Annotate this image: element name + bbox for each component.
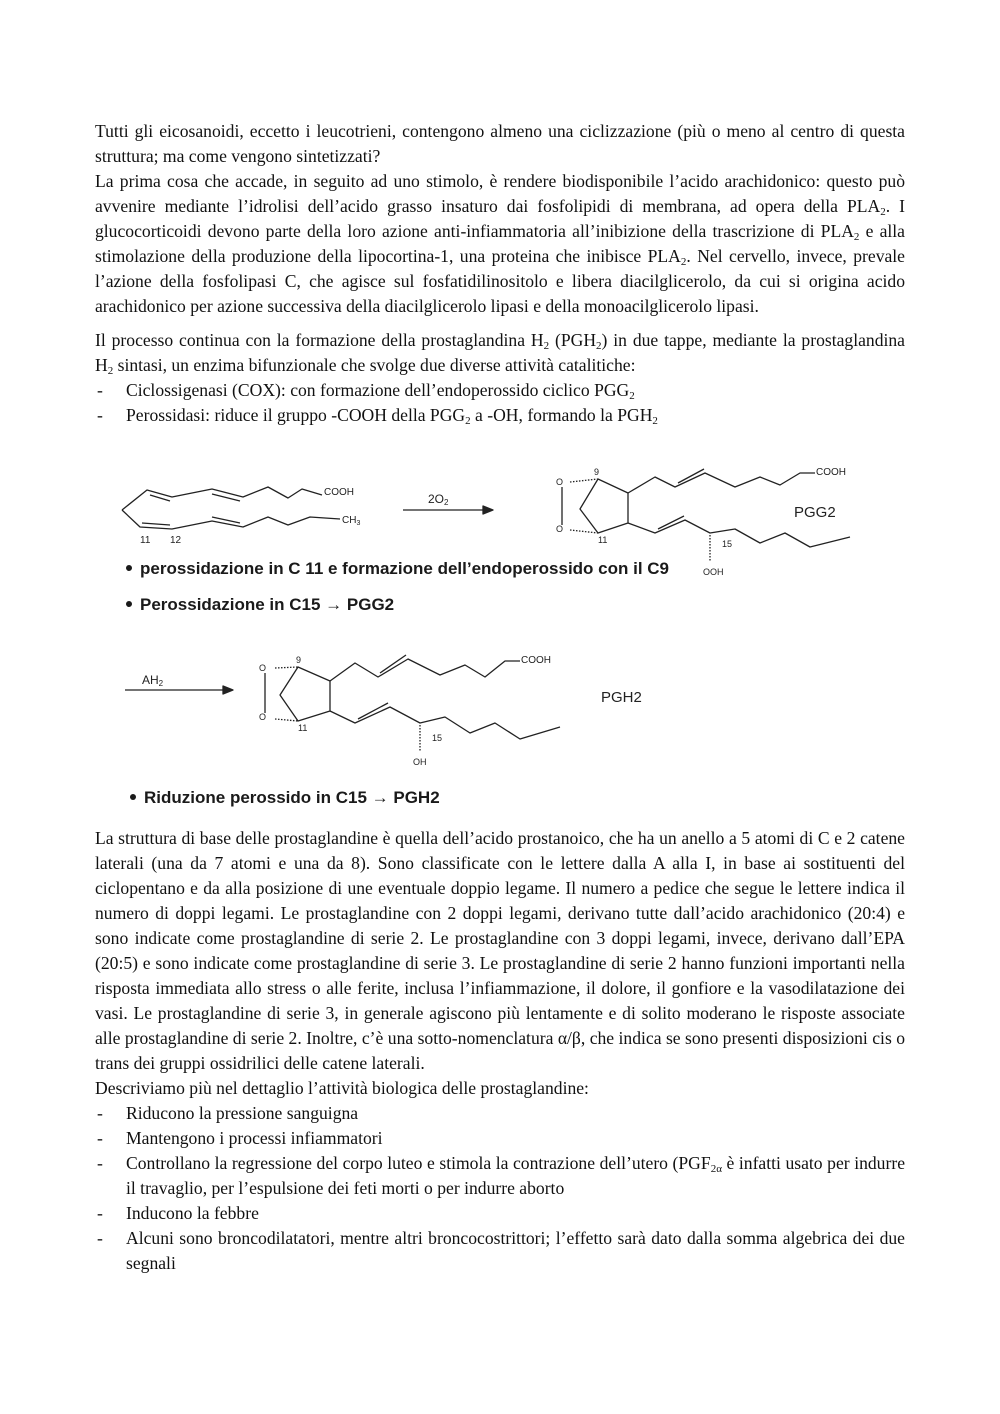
list-item: - Mantengono i processi infiammatori xyxy=(95,1126,905,1151)
prostaglandin-synthesis-figure xyxy=(0,455,1000,820)
pgg2-upper-chain xyxy=(628,473,815,493)
label-c9-pgg2: 9 xyxy=(594,467,600,477)
list-item: - Inducono la febbre xyxy=(95,1201,905,1226)
pgg2-lower-chain xyxy=(628,520,850,547)
label-c11: 11 xyxy=(140,535,151,546)
bullet-peroxidation-c15: Perossidazione in C15 → PGG2 xyxy=(126,595,394,615)
pgg2-ring xyxy=(580,479,628,533)
list-item: - Perossidasi: riduce il gruppo -COOH della $PGG_2$ a -OH, formando la $PGH_2$ xyxy=(95,403,905,428)
label-cooh-pgh2: COOH xyxy=(521,655,551,666)
list-item: - Alcuni sono broncodilatatori, mentre altri broncocostrittori; l’effetto sarà dato dalla somma algebrica dei due segnali xyxy=(95,1226,905,1276)
pgh2-name: PGH2 xyxy=(601,689,642,706)
paragraph-4: La struttura di base delle prostaglandine è quella dell’acido prostanoico, che ha un anello a 5 atomi di C e 2 catene laterali (una da 7 atomi e una da 8). Sono classificate con le lettere dalla A alla I, in base ai sostituenti del ciclopentano e da alla posizione di une eventuale doppio legame. Il numero a pedice che segue le lettere indica il numero di doppi legami. Le prostaglandine con 2 doppi legami, derivano tutte dall’acido arachidonico (20:4) e sono indicate come prostaglandine di serie 2. Le prostaglandine con 3 doppi legami, invece, derivano dall’EPA (20:5) e sono indicate come prostaglandine di serie 3. Le prostaglandine di serie 2 hanno funzioni importanti nella risposta immediata allo stress o alle ferite, inclusa l’infiammazione, il dolore, il gonfiore e la vasodilatazione dei vasi. Le prostaglandine di serie 3, in generale agiscono più lentamente e di solito moderano le risposte associate alle prostaglandine di serie 2. Inoltre, c’è una sotto-nomenclatura α/β, che indica se sono presenti disposizioni cis o trans dei gruppi ossidrilici delle catene laterali. xyxy=(95,828,905,1073)
bullet-peroxidation-c11: perossidazione in C 11 e formazione dell’endoperossido con il C9 xyxy=(126,559,669,579)
label-cooh-pgg2: COOH xyxy=(816,467,846,478)
label-o-top-pgh2: O xyxy=(259,663,267,673)
list-item: - Ciclossigenasi (COX): con formazione dell’endoperossido ciclico $PGG_2$ xyxy=(95,378,905,403)
arrow1-label: 2O2 xyxy=(428,492,449,507)
label-o-bottom-pgg2: O xyxy=(556,524,564,534)
label-c11-pgh2: 11 xyxy=(298,723,308,733)
biological-activity-list xyxy=(95,1101,905,1276)
paragraph-1: Tutti gli eicosanoidi, eccetto i leucotrieni, contengono almeno una ciclizzazione (più o meno al centro di questa struttura; ma come vengono sintetizzati? xyxy=(95,121,905,166)
paragraph-3: Il processo continua con la formazione della prostaglandina $H_2$ $(PGH_2)$ in due tappe, mediante la prostaglandina $H_2$ sintasi, un enzima bifunzionale che svolge due diverse attività catalitiche: xyxy=(95,330,905,377)
list-item: - Riducono la pressione sanguigna xyxy=(95,1101,905,1126)
arachidonic-acid-upper-chain xyxy=(122,487,322,510)
label-c15-pgh2: 15 xyxy=(432,733,443,743)
pgh2-lower-chain xyxy=(330,707,560,739)
body-text xyxy=(95,826,905,1276)
label-ch3: $CH_3$ xyxy=(342,515,361,527)
list-item: - Controllano la regressione del corpo luteo e stimola la contrazione dell’utero ($PGF_{2\alpha}$ è infatti usato per indurre il travaglio, per l’espulsione dei feti morti o per indurre aborto xyxy=(95,1151,905,1201)
label-o-bottom-pgh2: O xyxy=(259,712,267,722)
label-o-top-pgg2: O xyxy=(556,477,564,487)
double-bond-3 xyxy=(142,523,170,525)
bullet-dot xyxy=(130,794,136,800)
enzyme-activity-list xyxy=(95,378,905,428)
pgh2-ring xyxy=(280,667,330,721)
intro-text xyxy=(95,119,905,428)
label-c11-pgg2: 11 xyxy=(598,535,608,545)
label-c15-pgg2: 15 xyxy=(722,539,733,549)
pgg2-name: PGG2 xyxy=(794,504,836,521)
arachidonic-acid-lower-chain xyxy=(122,510,340,529)
reaction-scheme-svg xyxy=(0,455,1000,820)
paragraph-5: Descriviamo più nel dettaglio l’attività biologica delle prostaglandine: xyxy=(95,1078,589,1098)
arrow2-label: AH2 xyxy=(142,673,164,688)
label-c9-pgh2: 9 xyxy=(296,655,302,665)
bullet-dot xyxy=(126,601,132,607)
label-oh: OH xyxy=(413,757,427,767)
pgh2-upper-chain xyxy=(330,659,520,681)
label-ooh: OOH xyxy=(703,567,724,577)
label-c12: 12 xyxy=(170,535,182,546)
label-cooh: COOH xyxy=(324,487,354,498)
bullet-reduction-c15: Riduzione perossido in C15 → PGH2 xyxy=(130,788,440,808)
paragraph-2: La prima cosa che accade, in seguito ad uno stimolo, è rendere biodisponibile l’acido arachidonico: questo può avvenire mediante l’idrolisi dell’acido grasso insaturo dai fosfolipidi di membrana, ad opera della $PLA_2$. I glucocorticoidi devono parte della loro azione anti-infiammatoria all’inibizione della trascrizione di $PLA_2$ e alla stimolazione della produzione della lipocortina-1, una proteina che inibisce $PLA_2$. Nel cervello, invece, prevale l’azione della fosfolipasi C, che agisce sul fosfatidilinositolo e libera diacilglicerolo, da cui si origina acido arachidonico per azione successiva della diacilglicerolo lipasi e della monoacilglicerolo lipasi. xyxy=(95,171,906,316)
bullet-dot xyxy=(126,565,132,571)
